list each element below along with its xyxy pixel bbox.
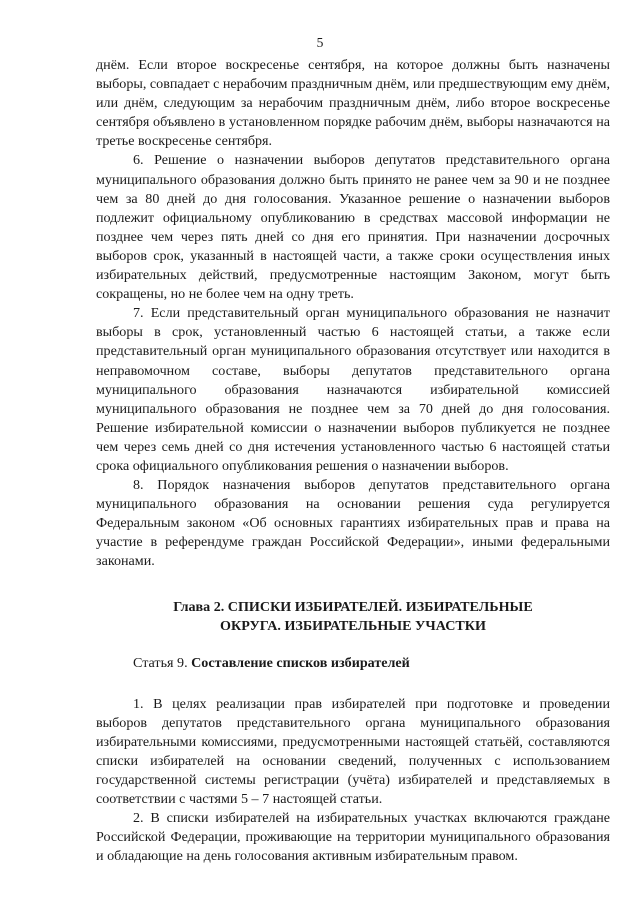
chapter-title-line-2: ОКРУГА. ИЗБИРАТЕЛЬНЫЕ УЧАСТКИ xyxy=(220,618,486,635)
paragraph-continuation: днём. Если второе воскресенье сентября, на которое должны быть назначены выборы, совпадает с нерабочим праздничным днём, или предшествующим ему днём, или днём, следующим за нерабочим праздничным днём, либо второе воскресенье сентября объявлено в установленном порядке рабочим днём, выборы назначаются на третье воскресенье сентября. xyxy=(96,57,610,150)
article-number: Статья 9. xyxy=(133,654,192,671)
paragraph-part-7: 7. Если представительный орган муниципального образования не назначит выборы в срок, установленный частью 6 настоящей статьи, а также если представительный орган муниципального образования отсутствует или находится в неправомочном составе, выборы депутатов представительного органа муниципального образования назначаются избирательной комиссией муниципального образования не позднее чем за 70 дней до дня голосования. Решение избирательной комиссии о назначении выборов публикуется не позднее чем через семь дней со дня истечения установленного частью 6 настоящей статьи срока официального опубликования решения о назначении выборов. xyxy=(96,305,610,474)
paragraph-article-9-part-1: 1. В целях реализации прав избирателей при подготовке и проведении выборов депутатов представительного органа муниципального образования избирательными комиссиями, предусмотренными настоящей статьёй, составляются списки избирателей на основании сведений, полученных с использованием государственной системы регистрации (учёта) избирателей и представляемых в соответствии с частями 5 – 7 настоящей статьи. xyxy=(96,695,610,808)
page-number: 5 xyxy=(316,35,324,50)
document-body xyxy=(96,56,610,866)
paragraph-part-8: 8. Порядок назначения выборов депутатов представительного органа муниципального образования на основании решения суда регулируется Федеральным законом «Об основных гарантиях избирательных прав и права на участие в референдуме граждан Российской Федерации», иными федеральными законами. xyxy=(96,477,610,570)
chapter-title xyxy=(96,598,610,637)
article-name: Составление списков избирателей xyxy=(191,654,410,671)
article-heading xyxy=(96,654,610,673)
paragraph-article-9-part-2: 2. В списки избирателей на избирательных участках включаются граждане Российской Федерации, проживающие на территории муниципального образования и обладающие на день голосования активным избирательным правом. xyxy=(96,810,610,865)
chapter-title-line-1: Глава 2. СПИСКИ ИЗБИРАТЕЛЕЙ. ИЗБИРАТЕЛЬНЫЕ xyxy=(173,598,533,615)
paragraph-part-6: 6. Решение о назначении выборов депутатов представительного органа муниципального образования должно быть принято не ранее чем за 90 и не позднее чем за 80 дней до дня голосования. Указанное решение о назначении выборов подлежит официальному опубликованию в средствах массовой информации не позднее чем через пять дней со дня его принятия. При назначении досрочных выборов срок, указанный в настоящей части, а также сроки осуществления иных избирательных действий, предусмотренные настоящим Законом, могут быть сокращены, но не более чем на одну треть. xyxy=(96,152,610,303)
